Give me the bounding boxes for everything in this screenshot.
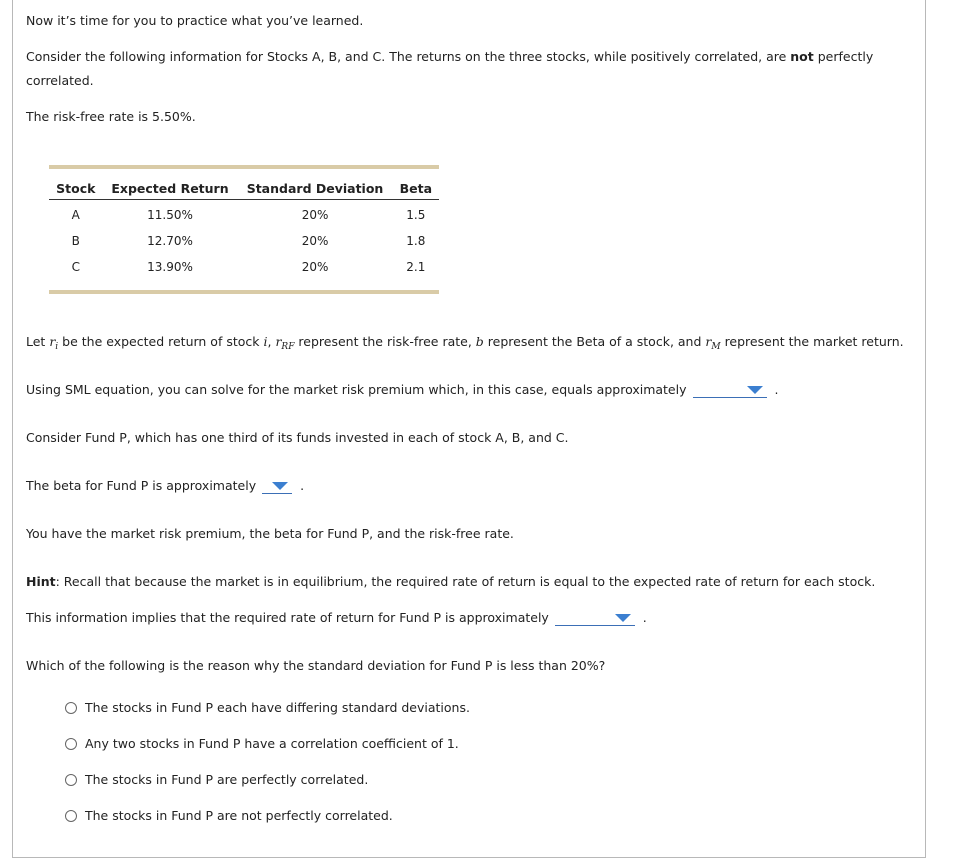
- hint-label: Hint: [26, 574, 56, 589]
- risk-free-text: The risk-free rate is 5.50%.: [26, 109, 196, 124]
- let-text-1: Let: [26, 334, 50, 349]
- period: .: [300, 478, 305, 493]
- cell-stock: B: [71, 234, 80, 248]
- stock-table: [49, 165, 439, 294]
- radio-circle[interactable]: [65, 810, 77, 822]
- chevron-down-icon: [615, 614, 631, 622]
- market-risk-premium-dropdown[interactable]: [693, 383, 767, 398]
- fund-p-beta-dropdown[interactable]: [262, 479, 292, 494]
- var-b: b: [475, 334, 484, 349]
- let-text-6: represent the market return.: [720, 334, 904, 349]
- std-dev-question: Which of the following is the reason why the standard deviation for Fund P is less than 20%?: [26, 658, 606, 673]
- beta-question: [26, 474, 304, 498]
- var-i: i: [263, 334, 268, 349]
- radio-circle[interactable]: [65, 702, 77, 714]
- var-rm-sub: M: [711, 342, 721, 352]
- var-rm: r: [705, 334, 712, 349]
- var-r-sub: i: [55, 342, 59, 352]
- consider-text-b: perfectly: [813, 49, 874, 64]
- radio-label: Any two stocks in Fund P have a correlation coefficient of 1.: [85, 736, 459, 751]
- cell-stock: C: [71, 260, 80, 274]
- sml-text: Using SML equation, you can solve for the market risk premium which, in this case, equals approximately: [26, 382, 687, 397]
- radio-label: The stocks in Fund P each have differing standard deviations.: [85, 700, 470, 715]
- radio-label: The stocks in Fund P are perfectly correlated.: [85, 772, 369, 787]
- chevron-down-icon: [272, 482, 288, 490]
- let-text-3: ,: [267, 334, 276, 349]
- header-standard-deviation: Standard Deviation: [237, 167, 392, 200]
- sml-question: [26, 378, 778, 402]
- consider-text-line1: [26, 45, 873, 69]
- cell-expected-return: 11.50%: [147, 208, 193, 222]
- intro-text: Now it’s time for you to practice what you’ve learned.: [26, 13, 364, 28]
- hint-body: : Recall that because the market is in equilibrium, the required rate of return is equal to the expected rate of return for each stock.: [55, 574, 876, 589]
- variable-definitions: [26, 330, 904, 359]
- cell-expected-return: 13.90%: [147, 260, 193, 274]
- radio-circle[interactable]: [65, 738, 77, 750]
- fund-p-text: Consider Fund P, which has one third of its funds invested in each of stock A, B, and C.: [26, 430, 569, 445]
- hint-text: [26, 570, 875, 594]
- radio-option[interactable]: [65, 770, 368, 790]
- header-beta: Beta: [393, 167, 439, 200]
- consider-bold-not: not: [790, 49, 814, 64]
- period: .: [774, 382, 779, 397]
- cell-expected-return: 12.70%: [147, 234, 193, 248]
- question-panel: [12, 0, 926, 858]
- radio-circle[interactable]: [65, 774, 77, 786]
- radio-option[interactable]: [65, 698, 470, 718]
- cell-beta: 2.1: [406, 260, 426, 274]
- header-expected-return: Expected Return: [103, 167, 238, 200]
- cell-standard-deviation: 20%: [301, 208, 329, 222]
- period: .: [642, 610, 647, 625]
- cell-beta: 1.8: [406, 234, 426, 248]
- cell-beta: 1.5: [406, 208, 426, 222]
- required-return-question: [26, 606, 647, 630]
- implies-text: This information implies that the required rate of return for Fund P is approximately: [26, 610, 549, 625]
- table-row: [49, 254, 439, 292]
- consider-text-a: Consider the following information for Stocks A, B, and C. The returns on the three stocks, while positively correlated, are: [26, 49, 791, 64]
- consider-text-line2: correlated.: [26, 73, 94, 88]
- var-rrf: r: [275, 334, 282, 349]
- beta-text: The beta for Fund P is approximately: [26, 478, 257, 493]
- required-return-dropdown[interactable]: [555, 611, 635, 626]
- chevron-down-icon: [747, 386, 763, 394]
- radio-option[interactable]: [65, 806, 393, 826]
- var-r: r: [49, 334, 56, 349]
- cell-stock: A: [71, 208, 80, 222]
- stock-table-header: [49, 167, 439, 200]
- cell-standard-deviation: 20%: [301, 260, 329, 274]
- radio-option[interactable]: [65, 734, 459, 754]
- cell-standard-deviation: 20%: [301, 234, 329, 248]
- radio-label: The stocks in Fund P are not perfectly correlated.: [85, 808, 393, 823]
- table-row: [49, 228, 439, 254]
- you-have-text: You have the market risk premium, the beta for Fund P, and the risk-free rate.: [26, 526, 514, 541]
- header-stock: Stock: [49, 167, 103, 200]
- let-text-2: be the expected return of stock: [58, 334, 264, 349]
- let-text-5: represent the Beta of a stock, and: [483, 334, 706, 349]
- var-rrf-sub: RF: [281, 342, 295, 352]
- let-text-4: represent the risk-free rate,: [294, 334, 476, 349]
- table-row: [49, 200, 439, 229]
